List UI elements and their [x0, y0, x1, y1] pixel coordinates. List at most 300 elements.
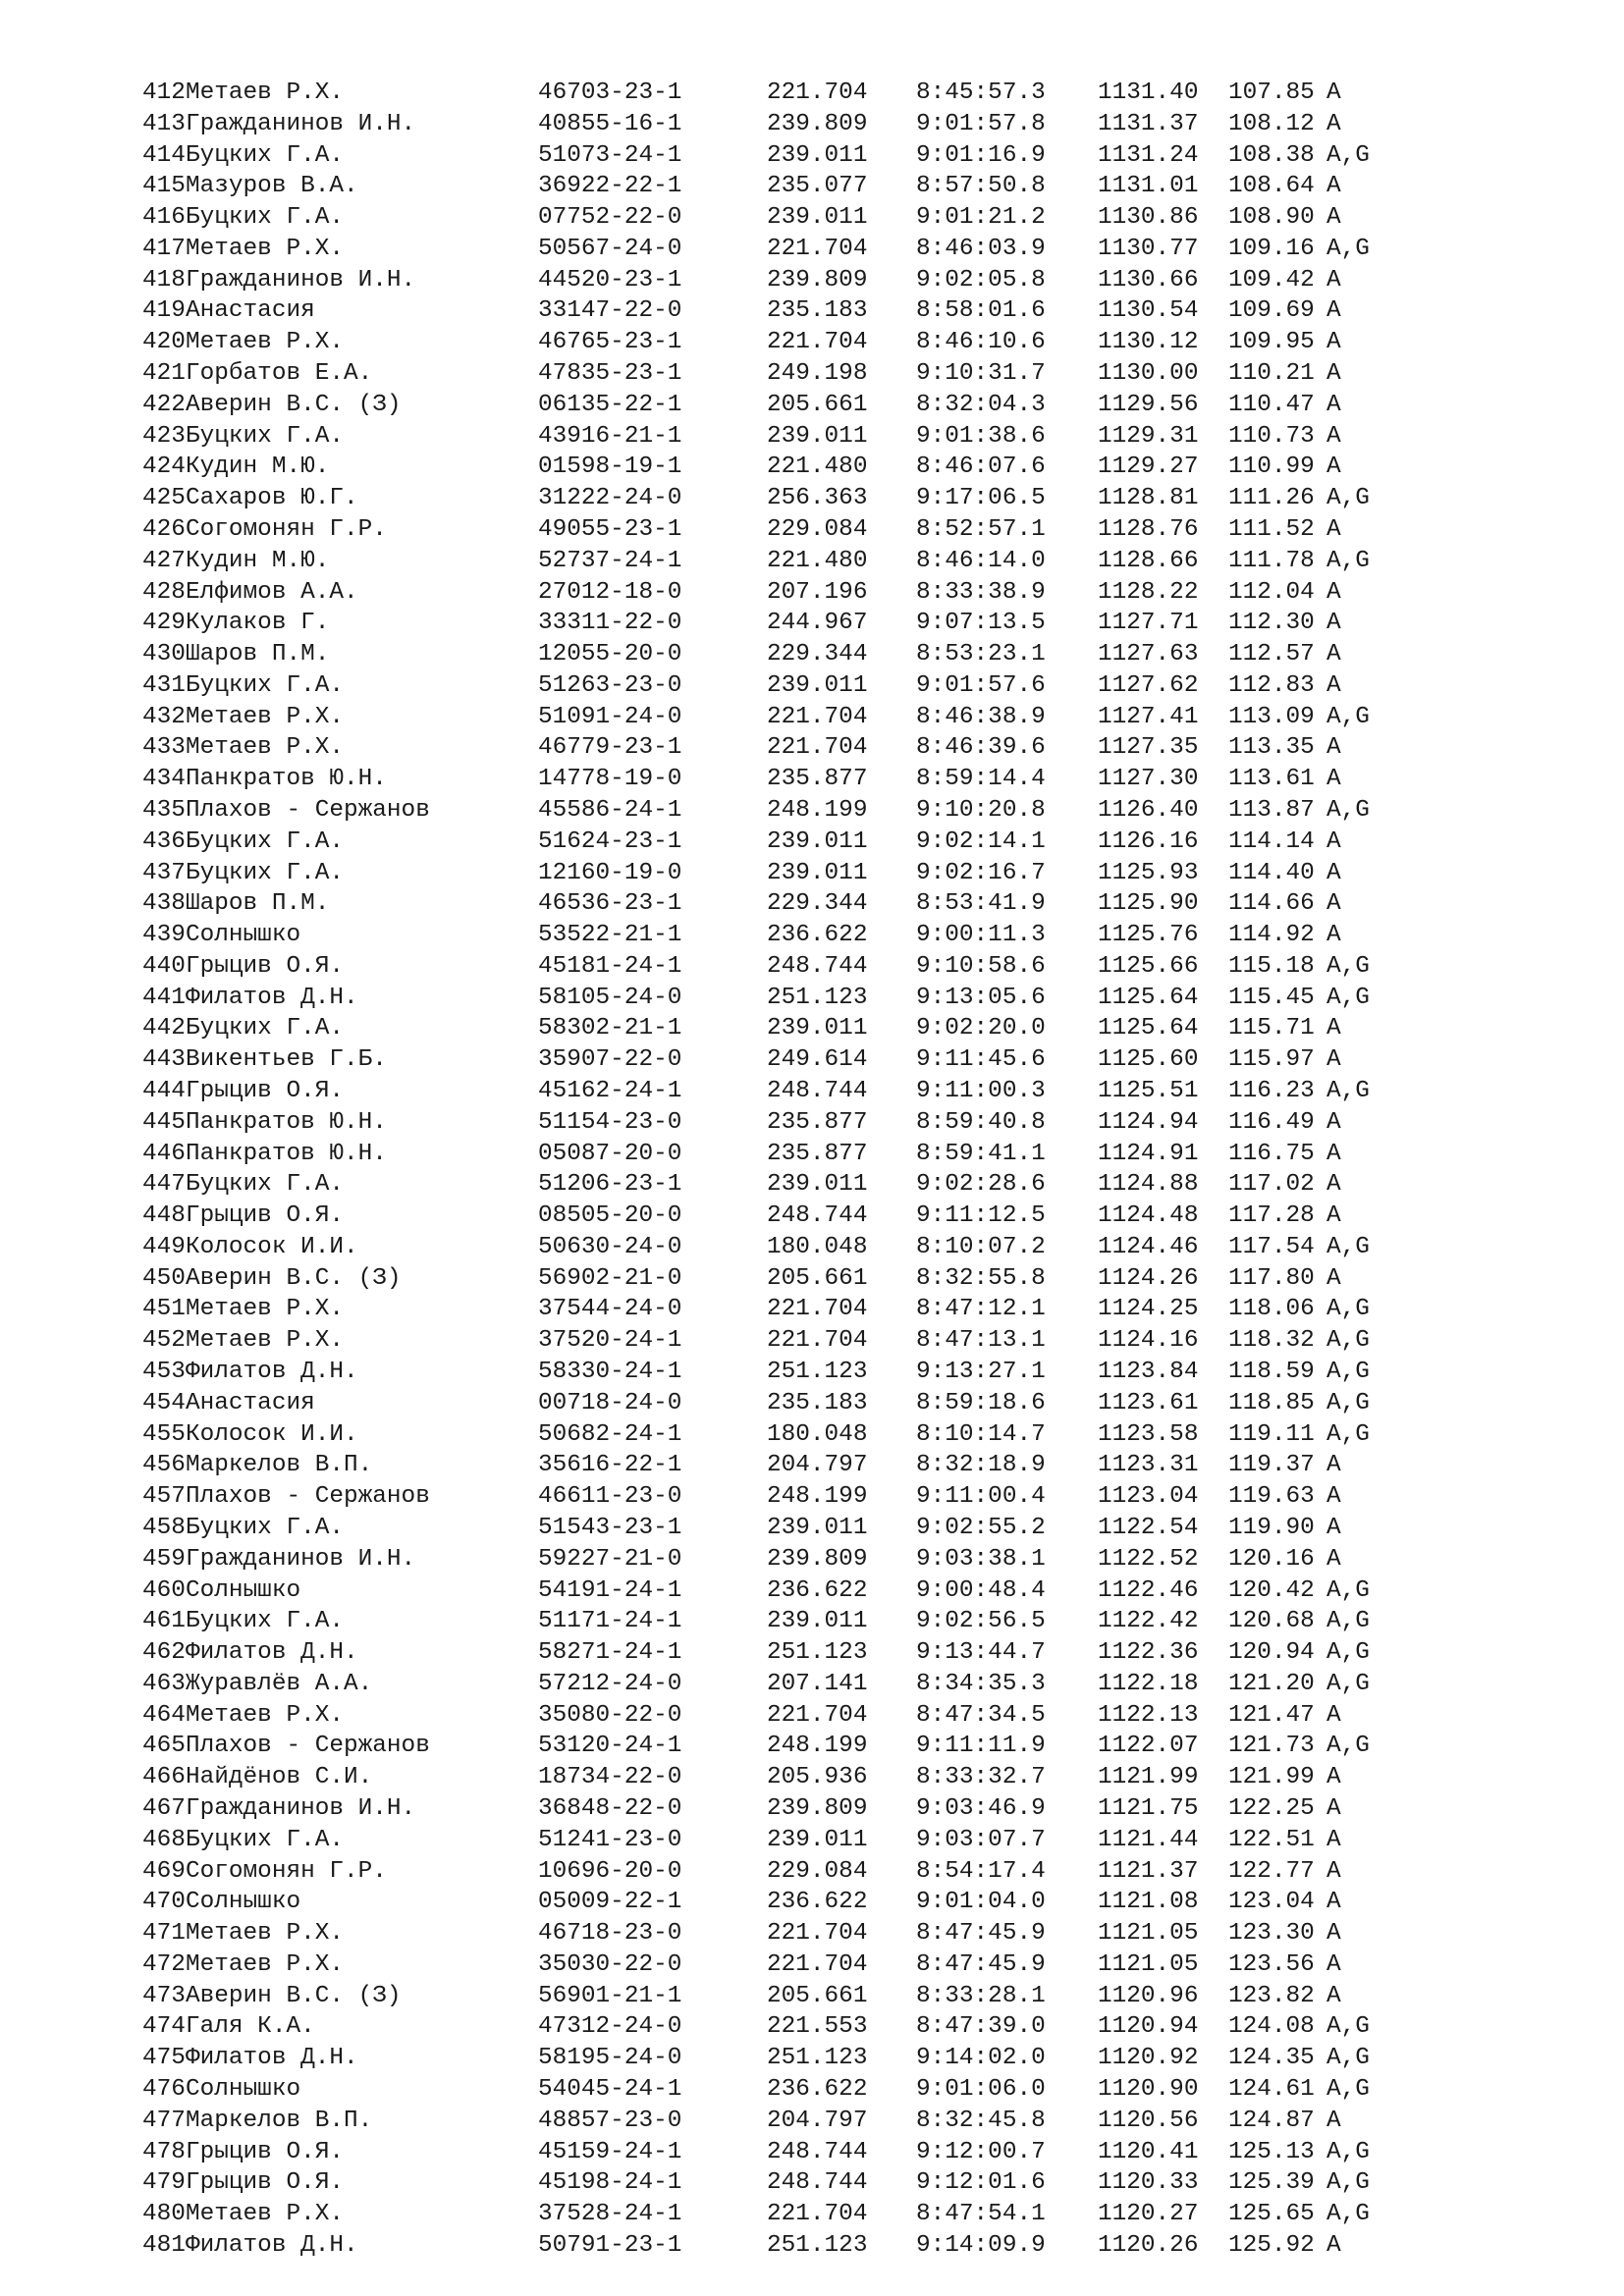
points: 120.42 — [1228, 1576, 1315, 1604]
ring-number: 51206-23-1 — [538, 1171, 682, 1199]
speed: 1128.76 — [1098, 515, 1199, 543]
speed: 1127.41 — [1098, 703, 1199, 730]
owner-name: Грыцив О.Я. — [186, 952, 345, 980]
points: 114.14 — [1228, 828, 1315, 855]
speed: 1122.52 — [1098, 1545, 1199, 1573]
flags: A,G — [1326, 1420, 1370, 1448]
distance: 180.048 — [767, 1233, 868, 1260]
flags: A — [1326, 360, 1341, 388]
distance: 205.661 — [767, 1982, 868, 2009]
flags: A — [1326, 1514, 1341, 1541]
points: 110.99 — [1228, 454, 1315, 481]
owner-name: Метаев Р.Х. — [186, 1920, 345, 1948]
place-number: 450 — [142, 1264, 186, 1292]
place-number: 427 — [142, 547, 186, 574]
speed: 1120.27 — [1098, 2201, 1199, 2228]
place-number: 453 — [142, 1359, 186, 1386]
points: 115.18 — [1228, 952, 1315, 980]
place-number: 472 — [142, 1950, 186, 1978]
speed: 1120.96 — [1098, 1982, 1199, 2009]
flight-time: 8:32:04.3 — [916, 391, 1046, 418]
flight-time: 9:14:09.9 — [916, 2231, 1046, 2259]
speed: 1122.18 — [1098, 1670, 1199, 1697]
place-number: 459 — [142, 1545, 186, 1573]
table-row — [142, 1762, 1395, 1793]
place-number: 458 — [142, 1514, 186, 1541]
flags: A — [1326, 1982, 1341, 2009]
distance: 229.344 — [767, 641, 868, 668]
distance: 249.614 — [767, 1046, 868, 1074]
owner-name: Метаев Р.Х. — [186, 329, 345, 356]
distance: 221.704 — [767, 329, 868, 356]
table-row — [142, 1731, 1395, 1762]
table-row — [142, 1044, 1395, 1076]
place-number: 426 — [142, 515, 186, 543]
table-row — [142, 1107, 1395, 1139]
points: 122.77 — [1228, 1857, 1315, 1885]
speed: 1131.01 — [1098, 173, 1199, 200]
ring-number: 53120-24-1 — [538, 1733, 682, 1760]
table-row — [142, 171, 1395, 202]
speed: 1124.25 — [1098, 1296, 1199, 1323]
speed: 1131.24 — [1098, 141, 1199, 169]
flight-time: 9:03:46.9 — [916, 1794, 1046, 1822]
flight-time: 8:58:01.6 — [916, 297, 1046, 325]
flight-time: 8:46:07.6 — [916, 454, 1046, 481]
points: 124.87 — [1228, 2107, 1315, 2134]
points: 119.11 — [1228, 1420, 1315, 1448]
ring-number: 08505-20-0 — [538, 1202, 682, 1230]
place-number: 420 — [142, 329, 186, 356]
owner-name: Буцких Г.А. — [186, 1608, 345, 1635]
flags: A — [1326, 610, 1341, 637]
owner-name: Метаев Р.Х. — [186, 703, 345, 730]
speed: 1120.92 — [1098, 2045, 1199, 2072]
table-row — [142, 1544, 1395, 1575]
owner-name: Буцких Г.А. — [186, 141, 345, 169]
place-number: 469 — [142, 1857, 186, 1885]
flags: A — [1326, 110, 1341, 137]
table-row — [142, 1169, 1395, 1201]
flight-time: 8:46:14.0 — [916, 547, 1046, 574]
flight-time: 9:02:14.1 — [916, 828, 1046, 855]
owner-name: Гражданинов И.Н. — [186, 110, 416, 137]
table-row — [142, 234, 1395, 265]
speed: 1121.08 — [1098, 1889, 1199, 1916]
ring-number: 58271-24-1 — [538, 1639, 682, 1667]
place-number: 445 — [142, 1108, 186, 1136]
distance: 221.704 — [767, 1701, 868, 1729]
flags: A — [1326, 1794, 1341, 1822]
owner-name: Гражданинов И.Н. — [186, 266, 416, 294]
flight-time: 8:47:45.9 — [916, 1950, 1046, 1978]
owner-name: Филатов Д.Н. — [186, 2231, 358, 2259]
points: 122.51 — [1228, 1826, 1315, 1853]
table-row — [142, 1669, 1395, 1700]
owner-name: Журавлёв А.А. — [186, 1670, 373, 1697]
flight-time: 8:33:28.1 — [916, 1982, 1046, 2009]
speed: 1122.07 — [1098, 1733, 1199, 1760]
flags: A,G — [1326, 2076, 1370, 2103]
speed: 1128.66 — [1098, 547, 1199, 574]
distance: 244.967 — [767, 610, 868, 637]
distance: 235.877 — [767, 1140, 868, 1167]
owner-name: Плахов - Сержанов — [186, 1733, 430, 1760]
owner-name: Грыцив О.Я. — [186, 1078, 345, 1104]
owner-name: Метаев Р.Х. — [186, 235, 345, 262]
ring-number: 01598-19-1 — [538, 454, 682, 481]
points: 125.39 — [1228, 2169, 1315, 2197]
distance: 256.363 — [767, 485, 868, 512]
points: 125.65 — [1228, 2201, 1315, 2228]
flags: A — [1326, 766, 1341, 793]
flags: A — [1326, 80, 1341, 106]
ring-number: 54045-24-1 — [538, 2076, 682, 2103]
table-row — [142, 1637, 1395, 1669]
points: 118.85 — [1228, 1389, 1315, 1416]
table-row — [142, 1294, 1395, 1325]
speed: 1122.42 — [1098, 1608, 1199, 1635]
owner-name: Буцких Г.А. — [186, 828, 345, 855]
points: 110.73 — [1228, 422, 1315, 450]
flags: A — [1326, 859, 1341, 886]
points: 115.71 — [1228, 1015, 1315, 1042]
distance: 239.809 — [767, 1794, 868, 1822]
ring-number: 14778-19-0 — [538, 766, 682, 793]
flags: A,G — [1326, 1078, 1370, 1104]
owner-name: Кудин М.Ю. — [186, 547, 330, 574]
flight-time: 9:02:55.2 — [916, 1514, 1046, 1541]
speed: 1120.56 — [1098, 2107, 1199, 2134]
owner-name: Шаров П.М. — [186, 641, 330, 668]
place-number: 476 — [142, 2076, 186, 2103]
distance: 204.797 — [767, 2107, 868, 2134]
distance: 207.141 — [767, 1670, 868, 1697]
place-number: 414 — [142, 141, 186, 169]
place-number: 464 — [142, 1701, 186, 1729]
points: 123.30 — [1228, 1920, 1315, 1948]
place-number: 480 — [142, 2201, 186, 2228]
points: 113.87 — [1228, 796, 1315, 824]
distance: 235.183 — [767, 297, 868, 325]
points: 113.35 — [1228, 734, 1315, 762]
points: 121.20 — [1228, 1670, 1315, 1697]
place-number: 460 — [142, 1576, 186, 1604]
place-number: 433 — [142, 734, 186, 762]
owner-name: Плахов - Сержанов — [186, 796, 430, 824]
place-number: 471 — [142, 1920, 186, 1948]
place-number: 441 — [142, 984, 186, 1011]
place-number: 461 — [142, 1608, 186, 1635]
ring-number: 00718-24-0 — [538, 1389, 682, 1416]
points: 108.64 — [1228, 173, 1315, 200]
points: 109.16 — [1228, 235, 1315, 262]
points: 111.26 — [1228, 485, 1315, 512]
owner-name: Анастасия — [186, 1389, 315, 1416]
flight-time: 8:47:34.5 — [916, 1701, 1046, 1729]
flags: A,G — [1326, 2201, 1370, 2228]
distance: 239.011 — [767, 671, 868, 699]
ring-number: 45181-24-1 — [538, 952, 682, 980]
flags: A,G — [1326, 1608, 1370, 1635]
flags: A — [1326, 297, 1341, 325]
flight-time: 8:47:54.1 — [916, 2201, 1046, 2228]
flight-time: 9:14:02.0 — [916, 2045, 1046, 2072]
distance: 221.704 — [767, 2201, 868, 2228]
speed: 1120.41 — [1098, 2138, 1199, 2165]
owner-name: Буцких Г.А. — [186, 204, 345, 232]
table-row — [142, 2230, 1395, 2262]
place-number: 444 — [142, 1078, 186, 1104]
flags: A,G — [1326, 2013, 1370, 2041]
flight-time: 9:02:28.6 — [916, 1171, 1046, 1199]
place-number: 452 — [142, 1327, 186, 1355]
distance: 248.744 — [767, 1202, 868, 1230]
flight-time: 9:11:11.9 — [916, 1733, 1046, 1760]
points: 117.02 — [1228, 1171, 1315, 1199]
ring-number: 46703-23-1 — [538, 80, 682, 106]
points: 125.92 — [1228, 2231, 1315, 2259]
speed: 1129.56 — [1098, 391, 1199, 418]
owner-name: Буцких Г.А. — [186, 1171, 345, 1199]
place-number: 439 — [142, 922, 186, 949]
ring-number: 45198-24-1 — [538, 2169, 682, 2197]
points: 107.85 — [1228, 80, 1315, 106]
flight-time: 8:59:41.1 — [916, 1140, 1046, 1167]
flight-time: 8:46:10.6 — [916, 329, 1046, 356]
distance: 239.011 — [767, 141, 868, 169]
distance: 205.661 — [767, 1264, 868, 1292]
flight-time: 9:02:16.7 — [916, 859, 1046, 886]
place-number: 419 — [142, 297, 186, 325]
place-number: 424 — [142, 454, 186, 481]
ring-number: 46611-23-0 — [538, 1483, 682, 1511]
place-number: 475 — [142, 2045, 186, 2072]
distance: 236.622 — [767, 1576, 868, 1604]
distance: 248.199 — [767, 1483, 868, 1511]
place-number: 440 — [142, 952, 186, 980]
flight-time: 8:47:39.0 — [916, 2013, 1046, 2041]
flight-time: 9:02:56.5 — [916, 1608, 1046, 1635]
distance: 221.704 — [767, 235, 868, 262]
flight-time: 9:13:44.7 — [916, 1639, 1046, 1667]
ring-number: 35907-22-0 — [538, 1046, 682, 1074]
distance: 239.011 — [767, 1514, 868, 1541]
place-number: 425 — [142, 485, 186, 512]
flags: A — [1326, 391, 1341, 418]
ring-number: 51091-24-0 — [538, 703, 682, 730]
speed: 1124.88 — [1098, 1171, 1199, 1199]
place-number: 437 — [142, 859, 186, 886]
ring-number: 54191-24-1 — [538, 1576, 682, 1604]
table-row — [142, 1856, 1395, 1888]
flags: A — [1326, 1701, 1341, 1729]
flight-time: 9:10:31.7 — [916, 360, 1046, 388]
ring-number: 50682-24-1 — [538, 1420, 682, 1448]
ring-number: 51543-23-1 — [538, 1514, 682, 1541]
ring-number: 46536-23-1 — [538, 890, 682, 918]
distance: 236.622 — [767, 1889, 868, 1916]
points: 118.06 — [1228, 1296, 1315, 1323]
table-row — [142, 1700, 1395, 1732]
flight-time: 9:00:48.4 — [916, 1576, 1046, 1604]
place-number: 479 — [142, 2169, 186, 2197]
ring-number: 37528-24-1 — [538, 2201, 682, 2228]
table-row — [142, 78, 1395, 109]
flags: A — [1326, 1545, 1341, 1573]
table-row — [142, 1201, 1395, 1232]
speed: 1125.93 — [1098, 859, 1199, 886]
flight-time: 8:46:39.6 — [916, 734, 1046, 762]
points: 112.30 — [1228, 610, 1315, 637]
speed: 1128.22 — [1098, 578, 1199, 606]
distance: 235.077 — [767, 173, 868, 200]
flags: A — [1326, 578, 1341, 606]
place-number: 415 — [142, 173, 186, 200]
ring-number: 07752-22-0 — [538, 204, 682, 232]
table-row — [142, 1013, 1395, 1044]
owner-name: Метаев Р.Х. — [186, 1327, 345, 1355]
flags: A — [1326, 890, 1341, 918]
points: 109.95 — [1228, 329, 1315, 356]
flight-time: 9:11:00.3 — [916, 1078, 1046, 1104]
flags: A,G — [1326, 141, 1370, 169]
place-number: 446 — [142, 1140, 186, 1167]
flags: A — [1326, 1920, 1341, 1948]
speed: 1128.81 — [1098, 485, 1199, 512]
place-number: 474 — [142, 2013, 186, 2041]
points: 116.49 — [1228, 1108, 1315, 1136]
ring-number: 46779-23-1 — [538, 734, 682, 762]
table-row — [142, 2199, 1395, 2230]
ring-number: 56902-21-0 — [538, 1264, 682, 1292]
place-number: 413 — [142, 110, 186, 137]
table-row — [142, 358, 1395, 390]
owner-name: Колосок И.И. — [186, 1233, 358, 1260]
table-row — [142, 514, 1395, 546]
place-number: 432 — [142, 703, 186, 730]
ring-number: 36848-22-0 — [538, 1794, 682, 1822]
speed: 1125.90 — [1098, 890, 1199, 918]
flags: A — [1326, 922, 1341, 949]
flight-time: 8:47:13.1 — [916, 1327, 1046, 1355]
flags: A,G — [1326, 1233, 1370, 1260]
flight-time: 8:34:35.3 — [916, 1670, 1046, 1697]
flight-time: 8:33:38.9 — [916, 578, 1046, 606]
ring-number: 05009-22-1 — [538, 1889, 682, 1916]
table-row — [142, 702, 1395, 733]
ring-number: 12160-19-0 — [538, 859, 682, 886]
points: 117.54 — [1228, 1233, 1315, 1260]
flags: A — [1326, 1046, 1341, 1074]
speed: 1127.71 — [1098, 610, 1199, 637]
table-row — [142, 295, 1395, 327]
distance: 239.011 — [767, 204, 868, 232]
owner-name: Аверин В.С. (З) — [186, 391, 402, 418]
place-number: 443 — [142, 1046, 186, 1074]
speed: 1125.76 — [1098, 922, 1199, 949]
place-number: 463 — [142, 1670, 186, 1697]
speed: 1125.66 — [1098, 952, 1199, 980]
flight-time: 9:17:06.5 — [916, 485, 1046, 512]
ring-number: 33311-22-0 — [538, 610, 682, 637]
table-row — [142, 202, 1395, 234]
points: 117.28 — [1228, 1202, 1315, 1230]
distance: 235.183 — [767, 1389, 868, 1416]
speed: 1130.54 — [1098, 297, 1199, 325]
distance: 180.048 — [767, 1420, 868, 1448]
points: 115.97 — [1228, 1046, 1315, 1074]
ring-number: 50567-24-0 — [538, 235, 682, 262]
owner-name: Буцких Г.А. — [186, 1514, 345, 1541]
flags: A,G — [1326, 2045, 1370, 2072]
flags: A — [1326, 1171, 1341, 1199]
flight-time: 8:54:17.4 — [916, 1857, 1046, 1885]
distance: 239.011 — [767, 1171, 868, 1199]
owner-name: Елфимов А.А. — [186, 578, 358, 606]
speed: 1122.13 — [1098, 1701, 1199, 1729]
table-row — [142, 608, 1395, 639]
points: 113.09 — [1228, 703, 1315, 730]
points: 111.52 — [1228, 515, 1315, 543]
place-number: 438 — [142, 890, 186, 918]
speed: 1131.37 — [1098, 110, 1199, 137]
distance: 205.661 — [767, 391, 868, 418]
flight-time: 9:01:38.6 — [916, 422, 1046, 450]
ring-number: 37544-24-0 — [538, 1296, 682, 1323]
table-row — [142, 1325, 1395, 1357]
speed: 1129.27 — [1098, 454, 1199, 481]
table-row — [142, 109, 1395, 140]
owner-name: Метаев Р.Х. — [186, 1950, 345, 1978]
speed: 1127.35 — [1098, 734, 1199, 762]
place-number: 467 — [142, 1794, 186, 1822]
table-row — [142, 1076, 1395, 1107]
flags: A,G — [1326, 1733, 1370, 1760]
points: 118.59 — [1228, 1359, 1315, 1386]
flags: A,G — [1326, 1359, 1370, 1386]
ring-number: 06135-22-1 — [538, 391, 682, 418]
points: 114.92 — [1228, 922, 1315, 949]
ring-number: 50791-23-1 — [538, 2231, 682, 2259]
place-number: 468 — [142, 1826, 186, 1853]
speed: 1121.37 — [1098, 1857, 1199, 1885]
table-row — [142, 1949, 1395, 1981]
ring-number: 51624-23-1 — [538, 828, 682, 855]
flight-time: 8:32:55.8 — [916, 1264, 1046, 1292]
distance: 239.011 — [767, 1826, 868, 1853]
flags: A — [1326, 173, 1341, 200]
owner-name: Буцких Г.А. — [186, 1015, 345, 1042]
ring-number: 50630-24-0 — [538, 1233, 682, 1260]
table-row — [142, 2011, 1395, 2043]
speed: 1124.46 — [1098, 1233, 1199, 1260]
points: 108.38 — [1228, 141, 1315, 169]
place-number: 436 — [142, 828, 186, 855]
distance: 221.704 — [767, 1920, 868, 1948]
owner-name: Плахов - Сержанов — [186, 1483, 430, 1511]
distance: 221.704 — [767, 703, 868, 730]
flight-time: 8:59:18.6 — [916, 1389, 1046, 1416]
speed: 1125.60 — [1098, 1046, 1199, 1074]
flags: A,G — [1326, 235, 1370, 262]
owner-name: Маркелов В.П. — [186, 1452, 373, 1479]
owner-name: Найдёнов С.И. — [186, 1764, 373, 1791]
table-row — [142, 2137, 1395, 2168]
distance: 239.809 — [767, 1545, 868, 1573]
points: 109.42 — [1228, 266, 1315, 294]
place-number: 412 — [142, 80, 186, 106]
